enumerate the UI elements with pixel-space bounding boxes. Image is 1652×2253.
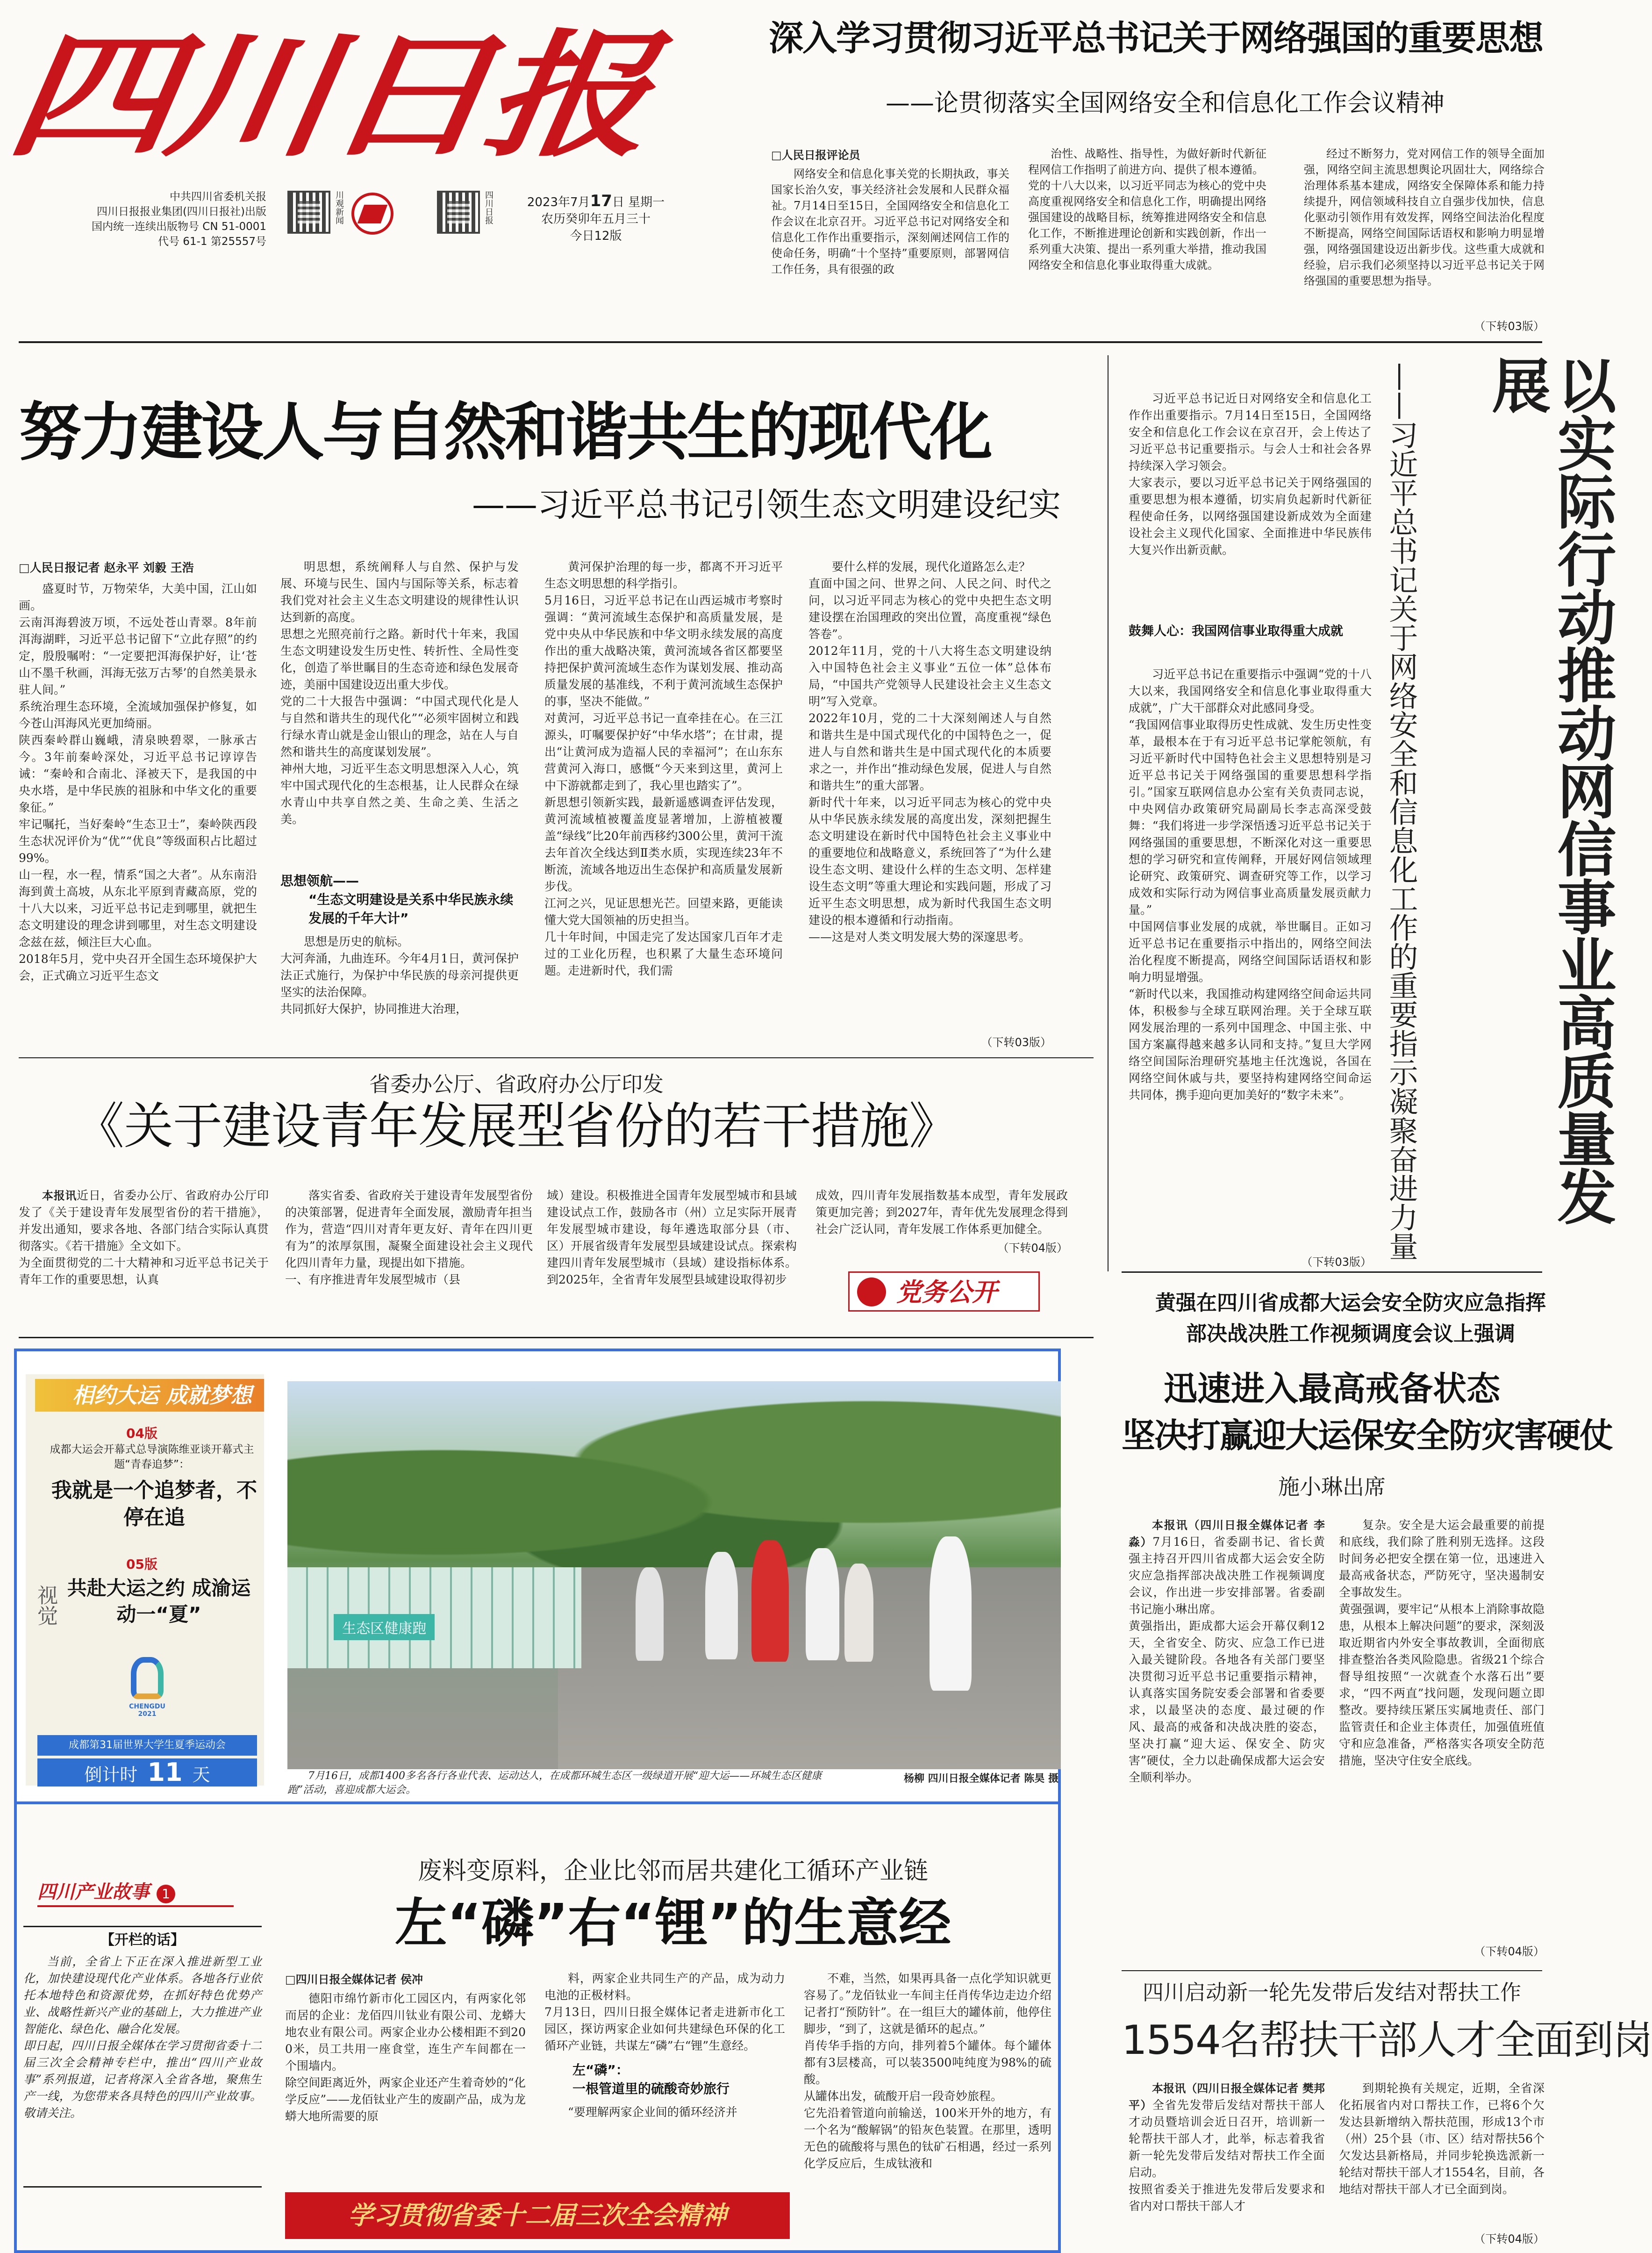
lead-article-col3: 黄河保护治理的每一步，都离不开习近平生态文明思想的科学指引。 5月16日，习近平总书记在山西运城市考察时强调：“黄河流域生态保护和高质量发展，是党中央从中华民族和中华文明永续发展的高度作出的重大战略决策，黄河流域各省区都要坚持把保护黄河流域生态作为谋划发展、推动高质量发展的基准线，不利于黄河流域生态保护的事，坚决不能做。” 对黄河，习近平总书记一直牵挂在心。在三江源头，叮嘱要保护好“中华水塔”；在甘肃，提出“让黄河成为造福人民的幸福河”；在山东东营黄河入海口，感慨“今天来到这里，黄河上中下游就都走到了，我心里也踏实了”。 新思想引领新实践，最新遥感调查评估发现，黄河流域植被覆盖度显著增加，上游植被覆盖“绿线”比20年前西移约300公里，黄河干流去年首次全线达到Ⅱ类水质，实现连续23年不断流，流域各地迈出生态保护和高质量发展新步伐。 江河之兴，见证思想光芒。回望来路，更能读懂大党大国领袖的历史担当。 几十年时间，中国走完了发达国家几百年才走过的工业化历程，也积累了大量生态环境问题。走进新时代，我们需 <box>544 560 783 977</box>
lead-article-col2: 明思想，系统阐释人与自然、保护与发展、环境与民生、国内与国际等关系，标志着我们党对社会主义生态文明建设的规律性认识达到新的高度。 思想之光照亮前行之路。新时代十年来，我国生态文明建设发生历史性、转折性、全局性变化，创造了举世瞩目的生态奇迹和绿色发展奇迹，美丽中国建设迈出重大步伐。 党的二十大报告中强调：“中国式现代化是人与自然和谐共生的现代化”“必须牢固树立和践行绿水青山就是金山银山的理念，站在人与自然和谐共生的高度谋划发展”。 神州大地，习近平生态文明思想深入人心，筑牢中国式现代化的生态根基，让人民群众在绿水青山中共享自然之美、生命之美、生活之美。 <box>280 560 519 826</box>
industry-kicker: 废料变原料，企业比邻而居共建化工循环产业链 <box>417 1857 928 1885</box>
countdown-unit: 天 <box>192 1765 210 1785</box>
cadre-article-col1 <box>1129 2080 1325 2244</box>
top-article-col3: 经过不断努力，党对网信工作的领导全面加强，网络空间主流思想舆论巩固壮大，网络综合治理体系基本建成，网络安全保障体系和能力持续提升，网信领域科技自立自强步伐加快，信息化驱动引领作用有效发挥，网络空间法治化程度不断提高，网络空间国际话语权和影响力明显增强，网络强国建设迈出新步伐。这些重大成就和经验，启示我们必须坚持以习近平总书记关于网络强国的重要思想为指导。 <box>1304 147 1545 287</box>
cadre-continued[interactable]: （下转04版） <box>1474 2232 1545 2246</box>
youth-article-col3: 域）建设。积极推进全国青年发展型城市和县域建设试点工作，鼓励各市（州）立足实际开展青年发展型城市建设，每年遴选取部分县（市、区）开展省级青年发展型县域建设试点。探索构建四川青年发展型城市（县域）建设指标体系。到2025年，全省青年发展型县域建设取得初步 <box>547 1189 797 1286</box>
industry-title[interactable]: 左“磷”右“锂”的生意经 <box>394 1893 951 1954</box>
chengdu-universiade-logo <box>122 1657 173 1718</box>
date-month: 2023年7月 <box>527 195 590 209</box>
cadre-byline: 本报讯（四川日报全媒体记者 樊邦平） <box>1129 2082 1325 2112</box>
publisher-line: 四川日报报业集团(四川日报社)出版 <box>97 206 266 218</box>
youth-article-col2: 落实省委、省政府关于建设青年发展型省份的决策部署，促进青年全面发展，激励青年担当作为，营造“四川对青年更友好、青年在四川更有为”的浓厚氛围，凝聚全面建设社会主义现代化四川青年力量，现提出如下措施。 一、有序推进青年发展型城市（县 <box>285 1189 533 1286</box>
lead-article-continued[interactable]: （下转03版） <box>981 1036 1051 1049</box>
route-sign: 生态区健康跑 <box>334 1614 435 1640</box>
photo-caption: 7月16日，成都1400多名各行各业代表、运动达人，在成都环城生态区一级绿道开展“迎大运——环城生态区健康跑”活动，喜迎成都大运会。 <box>287 1770 822 1796</box>
right-vertical-subhead: 鼓舞人心：我国网信事业取得重大成就 <box>1129 624 1343 639</box>
visual-item1-kicker: 成都大运会开幕式总导演陈维亚谈开幕式主题“青春追梦”： <box>50 1443 254 1471</box>
runner <box>705 1552 738 1659</box>
lead-article-col2-tail: 思想是历史的航标。 大河奔涌，九曲连环。今年4月1日，黄河保护法正式施行，为保护中华民族的母亲河提供更坚实的法治保障。 共同抓好大保护，协同推进大治理， <box>280 935 519 1016</box>
qr-code-sichuan-daily[interactable] <box>437 191 480 234</box>
emergency-byline: 本报讯（四川日报全媒体记者 李淼） <box>1129 1519 1325 1549</box>
publisher-line: 国内统一连续出版物号 CN 51-0001 <box>92 221 266 233</box>
page-count: 今日12版 <box>570 229 622 243</box>
industry-column-label: 四川产业故事 <box>37 1881 150 1903</box>
party-affairs-stamp[interactable] <box>848 1271 1040 1312</box>
cadre-article-title[interactable]: 1554名帮扶干部人才全面到岗 <box>1122 2017 1652 2064</box>
section-divider <box>19 1337 1094 1338</box>
publisher-line: 代号 61-1 第25557号 <box>158 236 266 248</box>
industry-column-tag <box>37 1879 234 1907</box>
lead-article-byline: □人民日报记者 赵永平 刘毅 王浩 <box>19 561 194 574</box>
emergency-subtitle: 施小琳出席 <box>1278 1474 1386 1500</box>
party-emblem-icon <box>857 1277 886 1306</box>
countdown-number: 11 <box>147 1758 183 1787</box>
emergency-article-col2: 复杂。安全是大运会最重要的前提和底线，我们除了胜利别无选择。这段时间务必把安全摆在第一位，迅速进入最高戒备状态，严防死守，坚决遏制安全事故发生。 黄强强调，要牢记“从根本上消除事故隐患，从根本上解决问题”的要求，深刻汲取近期省内外安全事故教训，全面彻底排查整治各类风险隐患。省级21个综合督导组按照“一次就查个水落石出”要求，“四不两直”找问题，发现问题立即整改。要持续压紧压实属地责任、部门监管责任和企业主体责任，加强值班值守和应急准备，严格落实各项安全防范措施，坚决守住安全底线。 <box>1339 1518 1545 1767</box>
column-number-badge: 1 <box>157 1885 175 1903</box>
lead-article-subtitle: ——习近平总书记引领生态文明建设纪实 <box>472 486 1061 524</box>
right-divider-2 <box>1122 1970 1542 1971</box>
lead-article-col1: 盛夏时节，万物荣华，大美中国，江山如画。 云南洱海碧波万顷，不远处苍山青翠。8年前洱海湖畔，习近平总书记留下“立此存照”的约定，殷殷嘱咐：“一定要把洱海保护好，让‘苍山不墨千秋画，洱海无弦万古琴’的自然美景永驻人间。” 系统治理生态环境，全流域加强保护修复，如今苍山洱海风光更加绮丽。 陕西秦岭群山巍峨，清泉映碧翠，一脉承古今。3年前秦岭深处，习近平总书记谆谆告诫：“秦岭和合南北、泽被天下，是我国的中央水塔，是中华民族的祖脉和中华文化的重要象征。” 牢记嘱托，当好秦岭“生态卫士”，秦岭陕西段生态状况评价为“优”“优良”等级面积占比超过99%。 山一程，水一程，情系“国之大者”。从东南沿海到黄土高坡，从东北平原到青藏高原，党的十八大以来，习近平总书记走到哪里，就把生态文明建设的理念讲到哪里，对生态文明建设念兹在兹，倾注巨大心血。 2018年5月，党中央召开全国生态环境保护大会，正式确立习近平生态文 <box>19 582 257 983</box>
lead-article-title[interactable]: 努力建设人与自然和谐共生的现代化 <box>19 396 991 469</box>
emergency-continued[interactable]: （下转04版） <box>1474 1945 1545 1958</box>
logo-caption: CHENGDU 2021 <box>129 1703 165 1718</box>
youth-article-kicker: 省委办公厅、省政府办公厅印发 <box>369 1072 664 1097</box>
date-block <box>521 193 671 244</box>
visual-item1-title[interactable]: 我就是一个追梦者，不停在追 <box>51 1478 257 1529</box>
visual-item2-title[interactable]: 共赴大运之约 成渝运动一“夏” <box>67 1577 251 1626</box>
lunar-date: 农历癸卯年五月三十 <box>541 212 651 226</box>
runner <box>751 1540 789 1662</box>
right-vertical-subtitle: ——习近平总书记关于网络安全和信息化工作的重要指示凝聚奋进力量 <box>1384 362 1418 1261</box>
party-affairs-label: 党务公开 <box>896 1277 997 1307</box>
health-run-photo[interactable] <box>287 1381 1061 1769</box>
youth-byline: 本报讯 <box>42 1189 77 1202</box>
col2-subhead: 思想领航—— <box>280 873 359 889</box>
runner <box>930 1536 972 1691</box>
industry-col2: 料，两家企业共同生产的产品，成为动力电池的正极材料。 7月13日，四川日报全媒体记者走进新市化工园区，探访两家企业如何共建绿色环保的化工循环产业链，共谋左“磷”右“锂”生意经。 <box>544 1972 785 2052</box>
lead-article-col2-wrap <box>280 559 519 1054</box>
photo-credit: 杨柳 四川日报全媒体记者 陈昊 摄 <box>904 1773 1058 1785</box>
industry-byline: □四川日报全媒体记者 侯冲 <box>285 1973 423 1986</box>
qr-code-chuanguan[interactable] <box>287 191 330 234</box>
kaipian-title: 【开栏的话】 <box>100 1932 185 1948</box>
universiade-banner <box>35 1379 264 1412</box>
industry-col1: 德阳市绵竹新市化工园区内，有两家化邻而居的企业：龙佰四川钛业有限公司、龙蟒大地农业有限公司。两家企业办公楼相距不到200米，员工共用一座食堂，连生产车间都在一个围墙内。 除空间距离近外，两家企业还产生着奇妙的“化学反应”——龙佰钛业产生的废副产品，成为龙蟒大地所需要的原 <box>285 1992 526 2123</box>
visual-side-label: 视觉 <box>34 1585 57 1626</box>
plenary-study-banner <box>285 2192 790 2239</box>
cadre-col1-text: 全省先发带后发结对帮扶干部人才动员暨培训会近日召开，培训新一轮帮扶干部人才，此举，标志着我省新一轮先发带后发结对帮扶工作全面启动。 按照省委关于推进先发带后发要求和省内对口帮扶干部人才 <box>1129 2098 1325 2213</box>
date-day: 17 <box>590 192 612 210</box>
youth-article-col4: 成效，四川青年发展指数基本成型，青年发展政策更加完善；到2027年，青年优先发展理念得到社会广泛认同，青年发展工作体系更加健全。 <box>815 1189 1068 1236</box>
qr-label: 川观新闻 <box>334 191 344 224</box>
right-vertical-title[interactable]: 以实际行动推动网信事业高质量发展 <box>1482 355 1616 1225</box>
emergency-title-line1[interactable]: 迅速进入最高戒备状态 <box>1163 1369 1500 1408</box>
right-vertical-continued[interactable]: （下转03版） <box>1301 1256 1372 1269</box>
youth-article-continued[interactable]: （下转04版） <box>997 1241 1068 1255</box>
visual-item1-page[interactable]: 04版 <box>126 1426 157 1441</box>
industry-col2-subhead: 左“磷”： 一根管道里的硫酸奇妙旅行 <box>572 2062 730 2096</box>
universiade-banner-text: 相约大运 成就梦想 <box>72 1383 252 1408</box>
publisher-info <box>33 189 266 249</box>
emergency-col1-text: 7月16日，省委副书记、省长黄强主持召开四川省成都大运会安全防灾应急指挥部决战决胜工作视频调度会议，作出进一步安排部署。省委副书记施小琳出席。 黄强指出，距成都大运会开幕仅剩12天，全省安全、防灾、应急工作已进入最关键阶段。各地各有关部门要坚决贯彻习近平总书记重要指示精神，认真落实国务院安委会部署和省委要求，以最坚决的态度、最过硬的作风、最高的戒备和决战决胜的姿态，坚决打赢“迎大运、保安全、防灾害”硬仗，全力以赴确保成都大运会安全顺利举办。 <box>1129 1535 1325 1784</box>
weekday: 日 星期一 <box>612 195 665 209</box>
runner <box>806 1548 839 1660</box>
industry-col2-wrap <box>544 1970 785 2185</box>
emergency-title-line2[interactable]: 坚决打赢迎大运保安全防灾害硬仗 <box>1122 1416 1613 1455</box>
visual-item2-page[interactable]: 05版 <box>126 1557 157 1572</box>
publisher-line: 中共四川省委机关报 <box>170 191 266 203</box>
right-divider <box>1122 1271 1542 1273</box>
emergency-article-kicker: 黄强在四川省成都大运会安全防灾应急指挥部决战决胜工作视频调度会议上强调 <box>1155 1291 1546 1346</box>
runner <box>636 1567 664 1661</box>
runner <box>844 1564 873 1662</box>
lead-divider <box>19 1057 1094 1058</box>
kaipian-box <box>23 1926 262 2188</box>
right-vertical-col2: 习近平总书记在重要指示中强调“党的十八大以来，我国网络安全和信息化事业取得重大成就”，广大干部群众对此感同身受。 “我国网信事业取得历史性成就、发生历史性变革，最根本在于有习近平总书记掌舵领航，有习近平新时代中国特色社会主义思想特别是习近平总书记关于网络强国的重要思想科学指引。”国家互联网信息办公室有关负责同志说，中央网信办政策研究局副局长李志高深受鼓舞：“我们将进一步学深悟透习近平总书记关于网络强国的重要思想，不断深化对这一重要思想的学习研究和宣传阐释，开展好网信领域理论研究、政策研究、调查研究等工作，以学习成效和实际行动为网信事业高质量发展贡献力量。” 中国网信事业发展的成就，举世瞩目。正如习近平总书记在重要指示中指出的，网络空间法治化程度不断提高，网络空间国际话语权和影响力明显增强。 “新时代以来，我国推动构建网络空间命运共同体，积极参与全球互联网治理。关于全球互联网发展治理的一系列中国理念、中国主张、中国方案赢得越来越多认同和支持。”复旦大学网络空间国际治理研究基地主任沈逸说，各国在网络空间休戚与共，要坚持构建网络空间命运共同体，携手迎向更加美好的“数字未来”。 <box>1129 667 1372 1102</box>
youth-article-title[interactable]: 《关于建设青年发展型省份的若干措施》 <box>75 1098 958 1155</box>
top-article-col2: 治性、战略性、指导性，为做好新时代新征程网信工作指明了前进方向、提供了根本遵循。 党的十八大以来，以习近平同志为核心的党中央高度重视网络安全和信息化工作，明确提出网络强国建设的战略目标，统筹推进网络安全和信息化工作，不断推进理论创新和实践创新，作出一系列重大决策、提出一系列重大举措，推动我国网络安全和信息化事业取得重大成就。 <box>1028 147 1266 272</box>
masthead-logo <box>0 16 668 175</box>
lead-article-col4: 要什么样的发展，现代化道路怎么走？ 直面中国之问、世界之问、人民之问、时代之问，以习近平同志为核心的党中央把生态文明建设摆在治国理政的突出位置，高度重视“绿色答卷”。 2012年11月，党的十八大将生态文明建设纳入中国特色社会主义事业“五位一体”总体布局，“中国共产党领导人民建设社会主义生态文明”写入党章。 2022年10月，党的二十大深刻阐述人与自然和谐共生是中国式现代化的中国特色之一，促进人与自然和谐共生是中国式现代化的本质要求之一，并作出“推动绿色发展，促进人与自然和谐共生”的重大部署。 新时代十年来，以习近平同志为核心的党中央从中华民族永续发展的高度出发，深刻把握生态文明建设在新时代中国特色社会主义事业中的重要地位和战略意义，系统回答了“为什么建设生态文明、建设什么样的生态文明、怎样建设生态文明”等重大理论和实践问题，形成了习近平生态文明思想，成为新时代我国生态文明建设的根本遵循和行动指南。 ——这是对人类文明发展大势的深邃思考。 <box>808 560 1051 944</box>
top-article-col1: 网络安全和信息化事关党的长期执政，事关国家长治久安，事关经济社会发展和人民群众福祉。7月14日至15日，全国网络安全和信息化工作会议在北京召开。习近平总书记对网络安全和信息化工作作出重要指示，深刻阐述网信工作的使命任务，明确“十个坚持”重要原则，部署网信工作任务，具有很强的政 <box>771 167 1009 276</box>
masthead-divider <box>19 341 1542 343</box>
top-article-title[interactable]: 深入学习贯彻习近平总书记关于网络强国的重要思想 <box>769 18 1543 58</box>
countdown-prefix: 倒计时 <box>84 1765 138 1785</box>
youth-article-col1-text: 近日，省委办公厅、省政府办公厅印发了《关于建设青年发展型省份的若干措施》，并发出通知，要求各地、各部门结合实际认真贯彻落实。《若干措施》全文如下。 为全面贯彻党的二十大精神和习近平总书记关于青年工作的重要思想，认真 <box>19 1189 269 1286</box>
kaipian-text: 当前，全省上下正在深入推进新型工业化，加快建设现代化产业体系。各地各行业依托本地特色和资源优势，在抓好特色优势产业、战略性新兴产业的基础上，大力推进产业智能化、绿色化、融合化发展。 即日起，四川日报全媒体在学习贯彻省委十二届三次全会精神专栏中，推出“四川产业故事”系列报道，记者将深入全省各地，聚焦生产一线，为您带来各具特色的四川产业故事。敬请关注。 <box>23 1955 262 2120</box>
sun-bird-logo-icon <box>131 1657 164 1699</box>
top-article-subtitle: ——论贯彻落实全国网络安全和信息化工作会议精神 <box>886 89 1445 117</box>
top-article-continued[interactable]: （下转03版） <box>1474 320 1545 333</box>
countdown <box>37 1758 257 1787</box>
right-vertical-col1: 习近平总书记近日对网络安全和信息化工作作出重要指示。7月14日至15日，全国网络安全和信息化工作会议在京召开，会上传达了习近平总书记重要指示。与会人士和社会各界持续深入学习领会。 大家表示，要以习近平总书记关于网络强国的重要思想为根本遵循，切实肩负起新时代新征程使命任务，以网络强国建设新成效为全面建设社会主义现代化国家、全面推进中华民族伟大复兴作出新贡献。 <box>1129 392 1372 557</box>
cadre-article-col2: 到期轮换有关规定，近期，全省深化拓展省内对口帮扶工作，已将6个欠发达县新增纳入帮扶范围，形成13个市（州）25个县（市、区）结对帮扶56个欠发达县新格局，并同步轮换选派新一轮结对帮扶干部人才1554名，目前，各地结对帮扶干部人才已全面到岗。 <box>1339 2081 1545 2196</box>
masthead-title: 四川日报 <box>0 16 654 175</box>
youth-article-col1 <box>19 1187 269 1323</box>
col2-quote: “生态文明建设是关系中华民族永续发展的千年大计” <box>308 892 514 926</box>
newspaper-logo-icon <box>351 193 393 235</box>
top-article-byline: □人民日报评论员 <box>771 149 860 162</box>
qr-label: 四川日报 <box>484 191 493 224</box>
plenary-study-banner-text: 学习贯彻省委十二届三次全会精神 <box>348 2201 727 2230</box>
industry-col2-tail: “要理解两家企业间的循环经济并 <box>568 2105 737 2119</box>
emergency-article-col1 <box>1129 1517 1325 1942</box>
industry-col3: 不难，当然，如果再具备一点化学知识就更容易了。”龙佰钛业一车间主任肖传华边走边介绍记者打“预防针”。在一组巨大的罐体前，他停住脚步，“到了，这就是循环的起点。” 肖传华手指的方向，排列着5个罐体。每个罐体都有3层楼高，可以装3500吨纯度为98%的硫酸。 从罐体出发，硫酸开启一段奇妙旅程。 它先沿着管道向前输送，100米开外的地方，有一个名为“酸解锅”的铅灰色装置。在那里，透明无色的硫酸将与黑色的钛矿石相遇，经过一系列化学反应后，生成钛液和 <box>804 1972 1051 2170</box>
cadre-article-kicker: 四川启动新一轮先发带后发结对帮扶工作 <box>1142 1980 1521 2005</box>
games-name: 成都第31届世界大学生夏季运动会 <box>37 1735 257 1756</box>
